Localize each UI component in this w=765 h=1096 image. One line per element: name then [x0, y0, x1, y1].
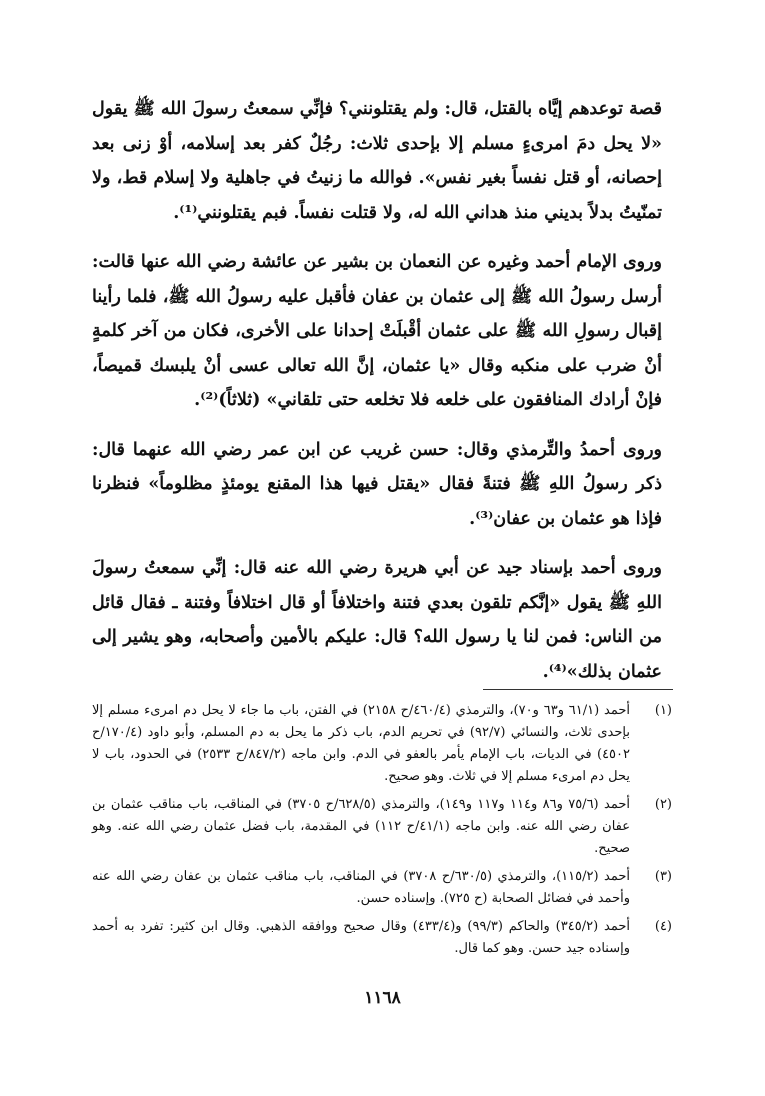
paragraph-2: وروى الإمام أحمد وغيره عن النعمان بن بشير عن عائشة رضي الله عنها قالت: أرسل رسولُ الله ﷺ إلى عثمان بن عفان فأقبل عليه رسولُ الله ﷺ، فلما رأينا إقبال رسولِ الله ﷺ على عثمان أقْبلَتْ إحدانا على الأخرى، فكان من آخر كلمةٍ أنْ ضرب على منكبه وقال «يا عثمان، إنَّ الله تعالى عسى أنْ يلبسك قميصاً، فإنْ أرادك المنافقون على خلعه فلا تخلعه حتى تلقاني» (ثلاثاً)⁽²⁾. — [92, 252, 662, 410]
footnote-text: أحمد (٧٥/٦ و٨٦ و١١٤ و١١٧ و١٤٩)، والترمذي (٦٢٨/٥/ح ٣٧٠٥) في المناقب، باب مناقب عثمان بن عفان رضي الله عنه. وابن ماجه (٤١/١/ح ١١٢) في المقدمة، باب فضل عثمان رضي الله عنه. وهو صحيح. — [92, 797, 630, 856]
footnote-number: (٤) — [654, 919, 672, 934]
main-text — [92, 92, 662, 704]
page-number: ١١٦٨ — [364, 988, 401, 1008]
paragraph-4: وروى أحمد بإسناد جيد عن أبي هريرة رضي الله عنه قال: إنِّي سمعتُ رسولَ اللهِ ﷺ يقول «إنَّكم تلقون بعدي فتنة واختلافاً أو قال اختلافاً وفتنة ـ فقال قائل من الناس: فمن لنا يا رسول الله؟ قال: عليكم بالأمين وأصحابه، وهو يشير إلى عثمان بذلك»⁽⁴⁾. — [92, 558, 662, 682]
footnote-text: أحمد (٣٤٥/٢) والحاكم (٩٩/٣) و(٤٣٣/٤) وقال صحيح ووافقه الذهبي. وقال ابن كثير: تفرد به أحمد وإسناده جيد حسن. وهو كما قال. — [92, 919, 630, 956]
footnotes — [92, 700, 672, 966]
footnote-text: أحمد (١١٥/٢)، والترمذي (٦٣٠/٥/ح ٣٧٠٨) في المناقب، باب مناقب عثمان بن عفان رضي الله عنه وأحمد في فضائل الصحابة (ح ٧٢٥). وإسناده حسن. — [92, 869, 631, 906]
footnote-number: (٢) — [654, 797, 672, 812]
footnote-number: (٣) — [654, 869, 672, 884]
footnote-4 — [92, 916, 672, 960]
footnote-1 — [92, 700, 672, 788]
footnote-text: أحمد (٦١/١ و٦٣ و٧٠)، والترمذي (٤٦٠/٤/ح ٢١٥٨) في الفتن، باب ما جاء لا يحل دم امرىء مسلم إلا بإحدى ثلاث، والنسائي (٩٢/٧) في تحريم الدم، باب ذكر ما يحل به دم المسلم، وأبو داود (١٧٠/٤/ح ٤٥٠٢) في الديات، باب الإمام يأمر بالعفو في الدم. وابن ماجه (٨٤٧/٢/ح ٢٥٣٣) في الحدود، باب لا يحل دم امرىء مسلم إلا في ثلاث. وهو صحيح. — [92, 703, 631, 784]
footnote-3 — [92, 866, 672, 910]
footnote-2 — [92, 794, 672, 860]
footnote-number: (١) — [654, 703, 672, 718]
footnote-separator — [483, 689, 673, 690]
paragraph-1: قصة توعدهم إيَّاه بالقتل، قال: ولم يقتلونني؟ فإنِّي سمعتُ رسولَ الله ﷺ يقول «لا يحل دمَ امرىءٍ مسلم إلا بإحدى ثلاث: رجُلٌ كفر بعد إسلامه، أوْ زنى بعد إحصانه، أو قتل نفساً بغير نفس». فوالله ما زنيتُ في جاهلية ولا إسلام قط، ولا تمنّيتُ بدلاً بديني منذ هداني الله له، ولا قتلت نفساً. فبم يقتلونني⁽¹⁾. — [92, 99, 662, 223]
paragraph-3: وروى أحمدُ والتِّرمذي وقال: حسن غريب عن ابن عمر رضي الله عنهما قال: ذكر رسولُ اللهِ ﷺ فتنةً فقال «يقتل فيها هذا المقنع يومئذٍ مظلوماً» فنظرنا فإذا هو عثمان بن عفان⁽³⁾. — [92, 439, 662, 529]
